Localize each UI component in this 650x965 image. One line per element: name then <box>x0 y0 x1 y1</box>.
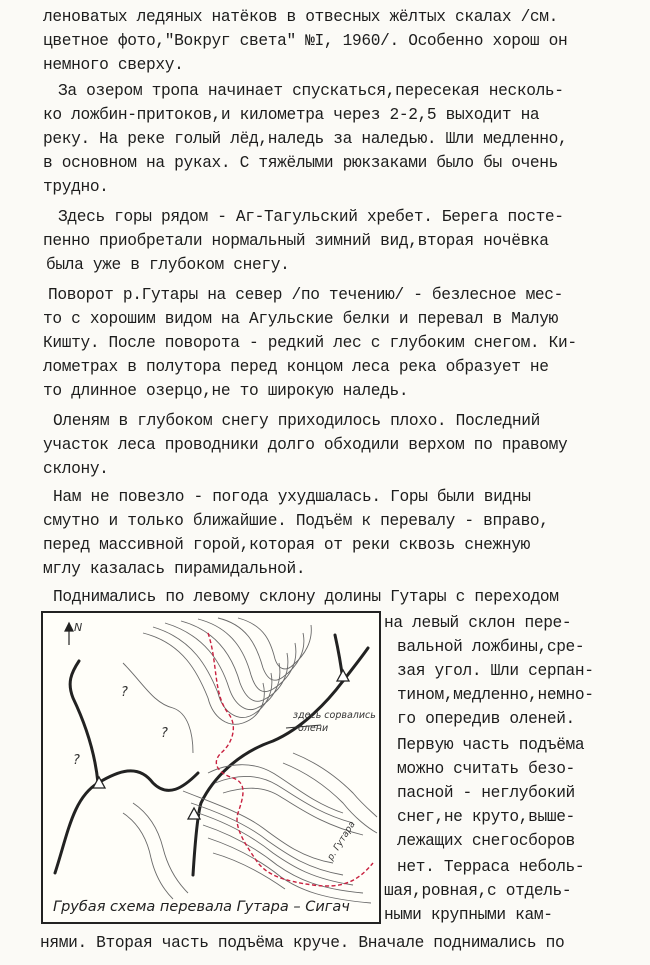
map-drawing <box>43 613 379 922</box>
text-line: леноватых ледяных натёков в отвесных жёлтых скалах /см. <box>43 8 559 26</box>
north-arrow <box>65 623 73 645</box>
side-text-line: пасной - неглубокий <box>397 784 575 802</box>
text-line: трудно. <box>43 178 109 196</box>
north-label: N <box>74 621 83 634</box>
text-line: Нам не повезло - погода ухудшалась. Горы были видны <box>53 488 531 506</box>
figure-caption: Грубая схема перевала Гутара – Сигач <box>53 899 350 915</box>
text-line: ко ложбин-притоков,и километра через 2-2,5 выходит на <box>43 106 540 124</box>
text-line: Здесь горы рядом - Аг-Тагульский хребет. Берега посте- <box>58 208 564 226</box>
side-text-line: ными крупными кам- <box>384 906 553 924</box>
annotation-label: здесь сорвались <box>293 710 376 721</box>
text-line: перед массивной горой,которая от реки сквозь снежную <box>43 536 530 554</box>
side-text-line: зая угол. Шли серпан- <box>397 662 594 680</box>
side-text-line: вальной ложбины,сре- <box>397 638 585 656</box>
text-line: Оленям в глубоком снегу приходилось плохо. Последний <box>53 412 540 430</box>
text-line: то длинное озерцо,не то широкую наледь. <box>43 382 409 400</box>
ridge-left <box>55 771 198 873</box>
side-text-line: на левый склон пере- <box>384 614 572 632</box>
text-line: реку. На реке голый лёд,наледь за наледью. Шли медленно, <box>43 130 568 148</box>
text-line: склону. <box>43 460 109 478</box>
text-line: мглу казалась пирамидальной. <box>43 560 306 578</box>
text-line: цветное фото,"Вокруг света" №I, 1960/. Особенно хорош он <box>43 32 568 50</box>
text-line: смутно и только ближайшие. Подъём к перевалу - вправо, <box>43 512 549 530</box>
text-line: была уже в глубоком снегу. <box>46 256 290 274</box>
pass-sketch-map <box>41 611 381 924</box>
side-text-line: нет. Терраса неболь- <box>397 858 585 876</box>
river-label: р. Гутара <box>326 819 358 863</box>
text-line: в основном на руках. С тяжёлыми рюкзаками было бы очень <box>43 154 559 172</box>
text-line: Поворот р.Гутары на север /по течению/ - безлесное мес- <box>48 286 564 304</box>
text-line: участок леса проводники долго обходили верхом по правому <box>43 436 568 454</box>
text-line: пенно приобретали нормальный зимний вид,вторая ночёвка <box>43 232 549 250</box>
side-text-line: снег,не круто,выше- <box>397 808 575 826</box>
text-line: лометрах в полутора перед концом леса река образует не <box>43 358 549 376</box>
side-text-line: го опередив оленей. <box>397 710 575 728</box>
text-line: то с хорошим видом на Агульские белки и перевал в Малую <box>43 310 559 328</box>
unknown-mark: ? <box>121 685 128 700</box>
text-line: Поднимались по левому склону долины Гутары с переходом <box>53 588 559 606</box>
side-text-line: лежащих снегосборов <box>397 832 575 850</box>
text-line: нями. Вторая часть подъёма круче. Вначале поднимались по <box>40 934 565 952</box>
text-line: Кишту. После поворота - редкий лес с глубоким снегом. Ки- <box>43 334 577 352</box>
unknown-mark: ? <box>73 753 80 768</box>
annotation-label: олени <box>298 723 329 734</box>
side-text-line: шая,ровная,с отдель- <box>384 882 572 900</box>
side-text-line: тином,медленно,немно- <box>397 686 594 704</box>
text-line: За озером тропа начинает спускаться,пересекая несколь- <box>58 82 564 100</box>
peak-markers <box>93 670 349 819</box>
side-text-line: Первую часть подъёма <box>397 736 585 754</box>
side-text-line: можно считать безо- <box>397 760 575 778</box>
text-line: немного сверху. <box>43 56 184 74</box>
unknown-mark: ? <box>161 726 168 741</box>
